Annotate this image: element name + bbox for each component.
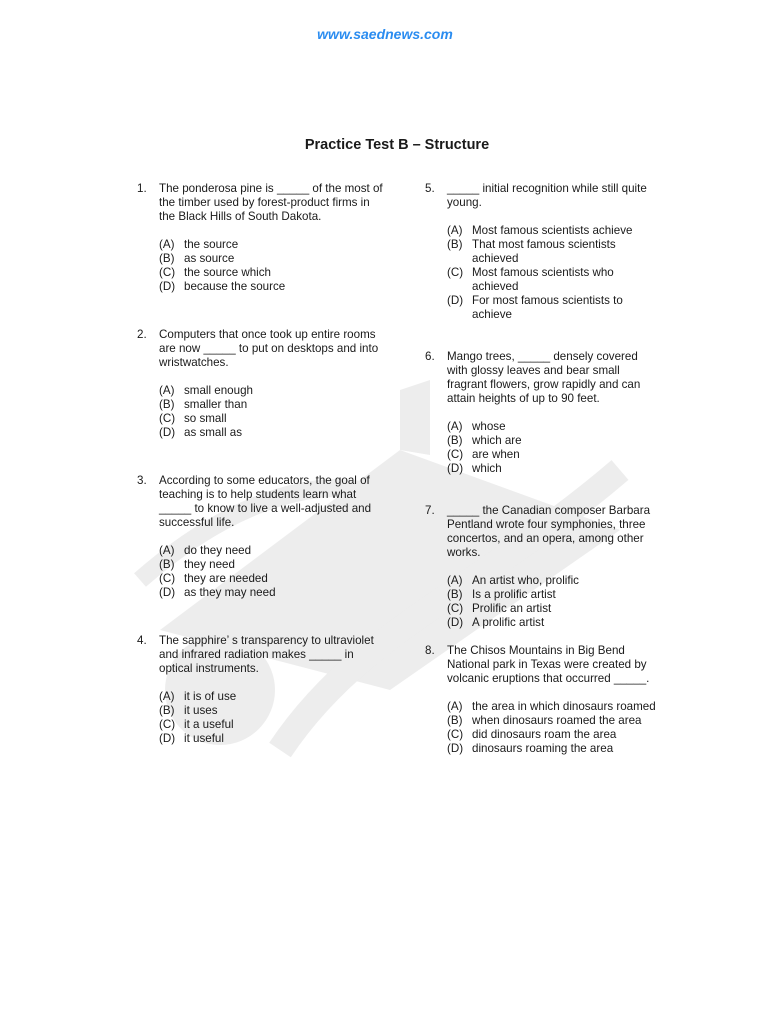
question-number: 5.	[425, 182, 435, 195]
option-b[interactable]	[447, 238, 660, 266]
question-stem: The Chisos Mountains in Big Bend National park in Texas were created by volcanic eruptions that occurred _____.	[447, 644, 650, 685]
option-letter: (C)	[447, 602, 464, 615]
options-list	[159, 384, 387, 440]
option-letter: (C)	[159, 718, 176, 731]
options-list	[447, 224, 660, 322]
option-text: the area in which dinosaurs roamed	[472, 700, 656, 713]
options-list	[159, 690, 387, 746]
option-text: as small as	[184, 426, 242, 439]
option-letter: (D)	[447, 742, 464, 755]
option-text: it useful	[184, 732, 224, 745]
option-letter: (A)	[447, 420, 463, 433]
option-letter: (D)	[159, 426, 176, 439]
option-letter: (D)	[159, 732, 176, 745]
site-url-link[interactable]: www.saednews.com	[317, 26, 453, 42]
options-list	[447, 574, 660, 630]
option-text: whose	[472, 420, 506, 433]
option-d[interactable]	[159, 732, 387, 746]
option-letter: (B)	[159, 398, 175, 411]
option-text: small enough	[184, 384, 253, 397]
option-letter: (B)	[159, 704, 175, 717]
option-letter: (C)	[159, 412, 176, 425]
option-c[interactable]	[447, 602, 660, 616]
option-c[interactable]	[159, 266, 387, 280]
option-letter: (D)	[447, 616, 464, 629]
option-text: dinosaurs roaming the area	[472, 742, 614, 755]
option-d[interactable]	[447, 462, 660, 476]
option-text: Most famous scientists achieve	[472, 224, 633, 237]
option-a[interactable]	[447, 224, 660, 238]
question-3	[137, 474, 387, 600]
question-number: 4.	[137, 634, 147, 647]
option-text: as they may need	[184, 586, 276, 599]
option-letter: (A)	[159, 690, 175, 703]
option-c[interactable]	[159, 572, 387, 586]
option-text: they need	[184, 558, 235, 571]
option-text: That most famous scientists achieved	[472, 238, 616, 265]
option-letter: (B)	[159, 558, 175, 571]
option-letter: (C)	[447, 448, 464, 461]
option-b[interactable]	[447, 434, 660, 448]
option-letter: (C)	[159, 572, 176, 585]
question-6	[425, 350, 660, 476]
question-5	[425, 182, 660, 322]
option-a[interactable]	[159, 690, 387, 704]
option-letter: (C)	[447, 728, 464, 741]
option-d[interactable]	[159, 426, 387, 440]
option-b[interactable]	[159, 558, 387, 572]
option-d[interactable]	[159, 586, 387, 600]
right-column	[425, 182, 660, 756]
question-stem: _____ the Canadian composer Barbara Pentland wrote four symphonies, three concertos, and an opera, among other works.	[447, 504, 651, 559]
left-column	[137, 182, 387, 746]
question-stem: _____ initial recognition while still quite young.	[447, 182, 647, 209]
option-text: it is of use	[184, 690, 237, 703]
option-text: they are needed	[184, 572, 268, 585]
option-text: as source	[184, 252, 235, 265]
option-letter: (B)	[447, 714, 463, 727]
option-b[interactable]	[159, 704, 387, 718]
option-text: because the source	[184, 280, 286, 293]
options-list	[159, 238, 387, 294]
question-stem: The sapphire’ s transparency to ultraviolet and infrared radiation makes _____ in optical instruments.	[159, 634, 374, 675]
question-8	[425, 644, 660, 756]
option-b[interactable]	[159, 252, 387, 266]
option-text: so small	[184, 412, 227, 425]
options-list	[159, 544, 387, 600]
option-text: which are	[472, 434, 522, 447]
option-text: do they need	[184, 544, 252, 557]
option-c[interactable]	[447, 266, 660, 294]
option-c[interactable]	[447, 728, 660, 742]
option-c[interactable]	[159, 718, 387, 732]
question-4	[137, 634, 387, 746]
question-stem: According to some educators, the goal of teaching is to help students learn what _____ to know to live a well-adjusted and successful life.	[159, 474, 372, 529]
option-letter: (D)	[447, 294, 464, 307]
option-letter: (C)	[159, 266, 176, 279]
option-text: Is a prolific artist	[472, 588, 556, 601]
question-stem: Computers that once took up entire rooms are now _____ to put on desktops and into wristwatches.	[159, 328, 379, 369]
option-letter: (A)	[159, 384, 175, 397]
option-text: A prolific artist	[472, 616, 545, 629]
options-list	[447, 420, 660, 476]
option-d[interactable]	[447, 616, 660, 630]
question-number: 2.	[137, 328, 147, 341]
option-text: the source which	[184, 266, 271, 279]
option-a[interactable]	[447, 420, 660, 434]
option-a[interactable]	[159, 544, 387, 558]
option-text: Prolific an artist	[472, 602, 552, 615]
option-text: Most famous scientists who achieved	[472, 266, 614, 293]
option-b[interactable]	[159, 398, 387, 412]
option-letter: (A)	[447, 224, 463, 237]
option-letter: (D)	[447, 462, 464, 475]
option-letter: (A)	[159, 544, 175, 557]
option-text: which	[472, 462, 502, 475]
option-text: For most famous scientists to achieve	[472, 294, 623, 321]
option-a[interactable]	[159, 238, 387, 252]
question-number: 6.	[425, 350, 435, 363]
option-text: did dinosaurs roam the area	[472, 728, 617, 741]
option-letter: (D)	[159, 280, 176, 293]
option-c[interactable]	[447, 448, 660, 462]
option-letter: (B)	[447, 588, 463, 601]
option-letter: (B)	[159, 252, 175, 265]
question-7	[425, 504, 660, 630]
option-d[interactable]	[447, 742, 660, 756]
option-text: smaller than	[184, 398, 248, 411]
question-stem: Mango trees, _____ densely covered with glossy leaves and bear small fragrant flowers, grow rapidly and can attain heights of up to 90 feet.	[447, 350, 641, 405]
question-stem: The ponderosa pine is _____ of the most of the timber used by forest-product firms in the Black Hills of South Dakota.	[159, 182, 383, 223]
options-list	[447, 700, 660, 756]
question-1	[137, 182, 387, 294]
option-letter: (A)	[447, 574, 463, 587]
question-2	[137, 328, 387, 440]
option-text: when dinosaurs roamed the area	[472, 714, 642, 727]
page-title: Practice Test B – Structure	[304, 137, 490, 153]
option-letter: (A)	[159, 238, 175, 251]
option-b[interactable]	[447, 714, 660, 728]
option-letter: (D)	[159, 586, 176, 599]
option-letter: (C)	[447, 266, 464, 279]
option-letter: (A)	[447, 700, 463, 713]
question-number: 3.	[137, 474, 147, 487]
option-d[interactable]	[447, 294, 660, 322]
option-letter: (B)	[447, 238, 463, 251]
question-number: 1.	[137, 182, 147, 195]
option-a[interactable]	[159, 384, 387, 398]
option-a[interactable]	[447, 700, 660, 714]
option-text: are when	[472, 448, 520, 461]
question-number: 8.	[425, 644, 435, 657]
option-text: it a useful	[184, 718, 234, 731]
option-a[interactable]	[447, 574, 660, 588]
option-b[interactable]	[447, 588, 660, 602]
option-text: it uses	[184, 704, 218, 717]
option-text: An artist who, prolific	[472, 574, 579, 587]
option-letter: (B)	[447, 434, 463, 447]
option-text: the source	[184, 238, 239, 251]
option-c[interactable]	[159, 412, 387, 426]
option-d[interactable]	[159, 280, 387, 294]
question-number: 7.	[425, 504, 435, 517]
